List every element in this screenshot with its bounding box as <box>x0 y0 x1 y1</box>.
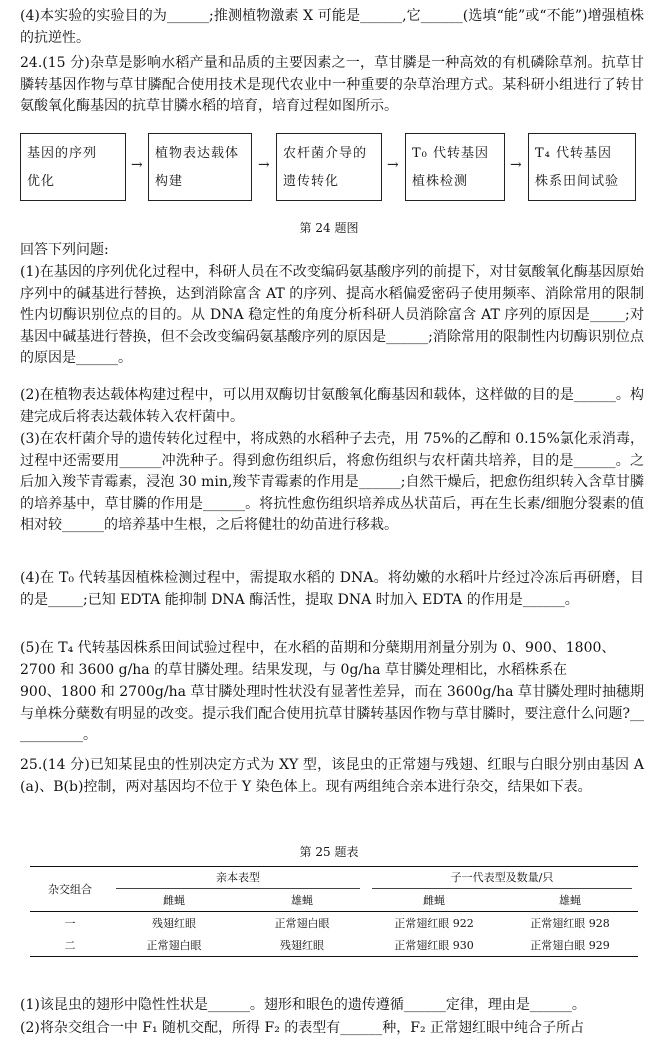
flow-step-1-line2: 优化 <box>27 174 56 189</box>
q24-part-1: (1)在基因的序列优化过程中，科研人员在不改变编码氨基酸序列的前提下，对甘氨酸氧化酶基因原始序列中的碱基进行替换，达到消除富含 AT 的序列、提高水稻偏爱密码子使用频率、消除常用的限制性内切酶识别位点的目的。从 DNA 稳定性的角度分析科研人员消除富含 AT 序列的原因是_____;对基因中碱基进行替换，但不会改变编码氨基酸序列的原因是______;消除常用的限制性内切酶识别位点的原因是______。 <box>20 264 644 367</box>
table-header-row <box>30 867 638 890</box>
cell-group: 一 <box>64 917 76 930</box>
header-cross-group: 杂交组合 <box>30 867 110 912</box>
cell-offspring-female: 正常翅红眼 922 <box>394 917 474 930</box>
q23-tail-text: (4)本实验的实验目的为______;推测植物激素 X 可能是______,它______(选填“能”或“不能”)增强植株的抗逆性。 <box>20 8 644 46</box>
header-parent: 亲本表型 <box>116 867 360 889</box>
q24-prompt: 回答下列问题: <box>20 242 109 258</box>
flow-step-3 <box>276 133 382 201</box>
flow-arrow: → <box>131 157 143 173</box>
q24-part-5-line1: (5)在 T₄ 代转基因株系田间试验过程中，在水稻的苗期和分蘖期用剂量分别为 0、900、1800、 <box>20 640 616 656</box>
flow-step-2 <box>148 133 252 201</box>
header-parent-male: 雄蝇 <box>291 894 313 907</box>
cross-results-table <box>30 866 638 957</box>
flow-step-2-line2: 构建 <box>155 174 184 189</box>
flow-step-4-line1: T₀ 代转基因 <box>412 146 490 161</box>
table-row <box>30 912 638 935</box>
q24-part-2: (2)在植物表达载体构建过程中，可以用双酶切甘氨酸氧化酶基因和载体，这样做的目的是______。构建完成后将表达载体转入农杆菌中。 <box>20 387 644 425</box>
cell-parent-female: 残翅红眼 <box>152 917 196 930</box>
cell-parent-male: 残翅红眼 <box>280 939 324 952</box>
q24-part-3: (3)在农杆菌介导的遗传转化过程中，将成熟的水稻种子去壳，用 75%的乙醇和 0.15%氯化汞消毒，过程中还需要用______冲洗种子。得到愈伤组织后，将愈伤组织与农杆菌共培养，目的是______。之后加入羧苄青霉素，浸泡 30 min,羧苄青霉素的作用是______;自然干燥后，把愈伤组织转入含草甘膦的培养基中，草甘膦的作用是______。将抗性愈伤组织培养成丛状苗后，再在生长素/细胞分裂素的值相对较______的培养基中生根，之后将健壮的幼苗进行移栽。 <box>20 431 644 534</box>
flow-step-4 <box>405 133 505 201</box>
flow-step-5 <box>528 133 636 201</box>
figure-24-caption: 第 24 题图 <box>299 221 359 235</box>
flow-step-3-line2: 遗传转化 <box>283 174 340 189</box>
cell-parent-female: 正常翅白眼 <box>146 939 202 952</box>
flow-step-3-line1: 农杆菌介导的 <box>283 146 368 161</box>
q24-intro: 24.(15 分)杂草是影响水稻产量和品质的主要因素之一，草甘膦是一种高效的有机磷除草剂。抗草甘膦转基因作物与草甘膦配合使用技术是现代农业中一种重要的杂草治理方式。某科研小组进行了转甘氨酸氧化酶基因的抗草甘膦水稻的培育，培育过程如图所示。 <box>20 55 644 115</box>
flow-step-4-line2: 植株检测 <box>412 174 469 189</box>
table-row <box>30 934 638 957</box>
header-offspring: 子一代表型及数量/只 <box>372 867 632 889</box>
cell-offspring-male: 正常翅红眼 928 <box>530 917 610 930</box>
flow-step-5-line1: T₄ 代转基因 <box>535 146 613 161</box>
flow-step-1-line1: 基因的序列 <box>27 146 98 161</box>
q24-part-5-rest: 900、1800 和 2700g/ha 草甘膦处理时性状没有显著性差异，而在 3600g/ha 草甘膦处理时抽穗期与单株分蘖数有明显的改变。提示我们配合使用抗草甘膦转基因作物与草甘膦时，要注意什么问题?___________。 <box>20 684 644 744</box>
q25-part-1: (1)该昆虫的翅形中隐性性状是______。翅形和眼色的遗传遵循______定律，理由是______。 <box>20 997 586 1013</box>
flow-arrow: → <box>258 157 270 173</box>
q24-part-4: (4)在 T₀ 代转基因植株检测过程中，需提取水稻的 DNA。将幼嫩的水稻叶片经过冷冻后再研磨，目的是_____;已知 EDTA 能抑制 DNA 酶活性，提取 DNA 时加入 EDTA 的作用是______。 <box>20 570 644 608</box>
table-25-caption: 第 25 题表 <box>299 845 359 859</box>
q25-part-2: (2)将杂交组合一中 F₁ 随机交配，所得 F₂ 的表型有______种，F₂ 正常翅红眼中纯合子所占 <box>20 1020 585 1036</box>
flow-arrow: → <box>510 157 522 173</box>
header-parent-female: 雌蝇 <box>163 894 185 907</box>
flow-step-5-line2: 株系田间试验 <box>535 174 620 189</box>
flow-diagram <box>20 133 644 203</box>
cell-group: 二 <box>64 939 76 952</box>
q24-part-5-line2: 2700 和 3600 g/ha 的草甘膦处理。结果发现，与 0g/ha 草甘膦处理相比，水稻株系在 <box>20 662 567 678</box>
cell-offspring-female: 正常翅红眼 930 <box>394 939 474 952</box>
q25-intro: 25.(14 分)已知某昆虫的性别决定方式为 XY 型，该昆虫的正常翅与残翅、红眼与白眼分别由基因 A(a)、B(b)控制，两对基因均不位于 Y 染色体上。现有两组纯合亲本进行杂交，结果如下表。 <box>20 757 644 795</box>
flow-step-2-line1: 植物表达载体 <box>155 146 240 161</box>
cell-parent-male: 正常翅白眼 <box>274 917 330 930</box>
header-offspring-male: 雄蝇 <box>559 894 581 907</box>
flow-step-1 <box>20 133 126 201</box>
cell-offspring-male: 正常翅白眼 929 <box>530 939 610 952</box>
header-offspring-female: 雌蝇 <box>423 894 445 907</box>
table-subheader-row <box>30 889 638 912</box>
flow-arrow: → <box>387 157 399 173</box>
